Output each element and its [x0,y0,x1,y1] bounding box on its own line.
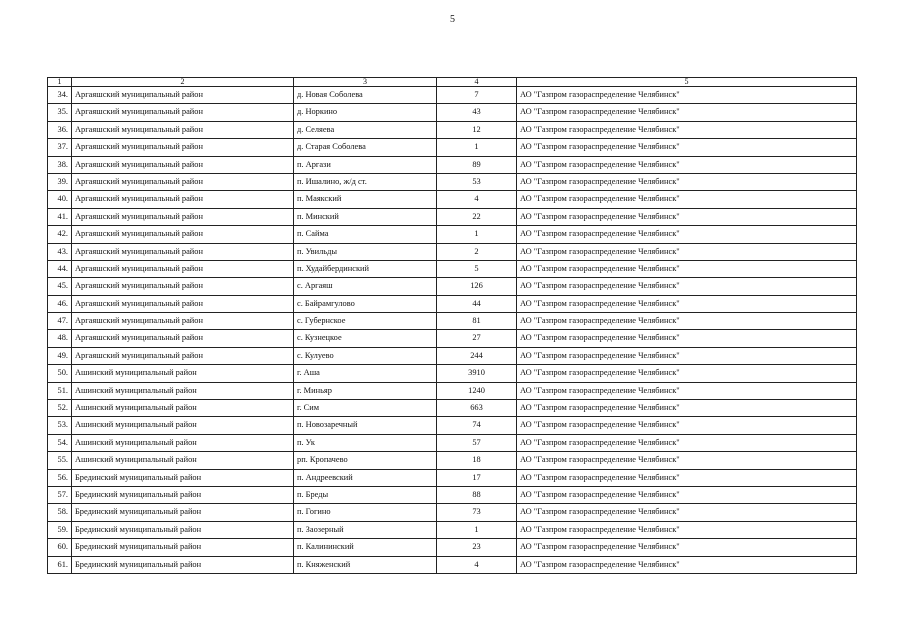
organization-cell: АО "Газпром газораспределение Челябинск" [517,452,857,469]
row-number: 42. [48,226,72,243]
table-row [48,434,857,451]
row-number: 44. [48,260,72,277]
organization-cell: АО "Газпром газораспределение Челябинск" [517,278,857,295]
row-number: 54. [48,434,72,451]
settlement-cell: п. Калининский [294,539,437,556]
settlement-cell: п. Ук [294,434,437,451]
settlement-cell: п. Заозерный [294,521,437,538]
table-row [48,400,857,417]
count-cell: 126 [437,278,517,295]
district-cell: Аргаяшский муниципальный район [72,347,294,364]
row-number: 35. [48,104,72,121]
settlement-cell: п. Ишалино, ж/д ст. [294,173,437,190]
organization-cell: АО "Газпром газораспределение Челябинск" [517,434,857,451]
table-row [48,87,857,104]
table-row [48,243,857,260]
row-number: 51. [48,382,72,399]
table-row [48,539,857,556]
organization-cell: АО "Газпром газораспределение Челябинск" [517,417,857,434]
row-number: 38. [48,156,72,173]
row-number: 60. [48,539,72,556]
settlement-cell: с. Байрамгулово [294,295,437,312]
organization-cell: АО "Газпром газораспределение Челябинск" [517,330,857,347]
settlement-cell: п. Сайма [294,226,437,243]
table-row [48,156,857,173]
district-cell: Ашинский муниципальный район [72,365,294,382]
district-cell: Ашинский муниципальный район [72,452,294,469]
count-cell: 2 [437,243,517,260]
count-cell: 89 [437,156,517,173]
table-row [48,226,857,243]
table-row [48,173,857,190]
row-number: 57. [48,486,72,503]
settlement-cell: п. Андреевский [294,469,437,486]
district-cell: Аргаяшский муниципальный район [72,156,294,173]
row-number: 56. [48,469,72,486]
row-number: 36. [48,121,72,138]
count-cell: 244 [437,347,517,364]
count-cell: 12 [437,121,517,138]
settlement-cell: п. Аргази [294,156,437,173]
table-row [48,208,857,225]
table-row [48,313,857,330]
organization-cell: АО "Газпром газораспределение Челябинск" [517,521,857,538]
count-cell: 23 [437,539,517,556]
district-cell: Брединский муниципальный район [72,486,294,503]
district-cell: Ашинский муниципальный район [72,434,294,451]
district-cell: Брединский муниципальный район [72,504,294,521]
table-row [48,417,857,434]
count-cell: 1 [437,226,517,243]
organization-cell: АО "Газпром газораспределение Челябинск" [517,313,857,330]
count-cell: 73 [437,504,517,521]
district-cell: Аргаяшский муниципальный район [72,330,294,347]
count-cell: 22 [437,208,517,225]
settlement-cell: п. Худайбердинский [294,260,437,277]
district-cell: Ашинский муниципальный район [72,382,294,399]
table-row [48,504,857,521]
table-row [48,191,857,208]
organization-cell: АО "Газпром газораспределение Челябинск" [517,486,857,503]
organization-cell: АО "Газпром газораспределение Челябинск" [517,400,857,417]
column-header-5: 5 [517,78,857,87]
settlement-cell: д. Старая Соболева [294,139,437,156]
row-number: 34. [48,87,72,104]
column-header-1: 1 [48,78,72,87]
row-number: 47. [48,313,72,330]
table-row [48,104,857,121]
district-cell: Аргаяшский муниципальный район [72,208,294,225]
row-number: 43. [48,243,72,260]
settlement-cell: с. Губернское [294,313,437,330]
count-cell: 88 [437,486,517,503]
district-cell: Аргаяшский муниципальный район [72,139,294,156]
district-cell: Ашинский муниципальный район [72,400,294,417]
row-number: 59. [48,521,72,538]
table-row [48,139,857,156]
district-cell: Аргаяшский муниципальный район [72,121,294,138]
table-row [48,295,857,312]
district-cell: Аргаяшский муниципальный район [72,173,294,190]
district-cell: Ашинский муниципальный район [72,417,294,434]
table-row [48,365,857,382]
district-cell: Брединский муниципальный район [72,556,294,573]
count-cell: 1 [437,521,517,538]
settlement-cell: п. Маякский [294,191,437,208]
count-cell: 1 [437,139,517,156]
count-cell: 1240 [437,382,517,399]
row-number: 41. [48,208,72,225]
row-number: 46. [48,295,72,312]
table-header [48,78,857,87]
district-cell: Аргаяшский муниципальный район [72,278,294,295]
organization-cell: АО "Газпром газораспределение Челябинск" [517,504,857,521]
organization-cell: АО "Газпром газораспределение Челябинск" [517,208,857,225]
district-cell: Брединский муниципальный район [72,539,294,556]
organization-cell: АО "Газпром газораспределение Челябинск" [517,260,857,277]
row-number: 37. [48,139,72,156]
table-row [48,260,857,277]
count-cell: 81 [437,313,517,330]
organization-cell: АО "Газпром газораспределение Челябинск" [517,469,857,486]
count-cell: 27 [437,330,517,347]
organization-cell: АО "Газпром газораспределение Челябинск" [517,539,857,556]
district-cell: Аргаяшский муниципальный район [72,87,294,104]
table-body [48,87,857,574]
organization-cell: АО "Газпром газораспределение Челябинск" [517,104,857,121]
count-cell: 57 [437,434,517,451]
table-header-row [48,78,857,87]
organization-cell: АО "Газпром газораспределение Челябинск" [517,556,857,573]
district-cell: Аргаяшский муниципальный район [72,243,294,260]
settlement-cell: п. Княженский [294,556,437,573]
district-cell: Брединский муниципальный район [72,469,294,486]
count-cell: 7 [437,87,517,104]
table-row [48,556,857,573]
organization-cell: АО "Газпром газораспределение Челябинск" [517,226,857,243]
table-row [48,278,857,295]
table-row [48,121,857,138]
organization-cell: АО "Газпром газораспределение Челябинск" [517,173,857,190]
row-number: 61. [48,556,72,573]
count-cell: 18 [437,452,517,469]
count-cell: 3910 [437,365,517,382]
organization-cell: АО "Газпром газораспределение Челябинск" [517,87,857,104]
count-cell: 17 [437,469,517,486]
count-cell: 663 [437,400,517,417]
organization-cell: АО "Газпром газораспределение Челябинск" [517,243,857,260]
row-number: 48. [48,330,72,347]
settlement-cell: г. Сим [294,400,437,417]
count-cell: 4 [437,191,517,208]
settlement-cell: д. Новая Соболева [294,87,437,104]
table-row [48,469,857,486]
settlement-cell: п. Новозаречный [294,417,437,434]
organization-cell: АО "Газпром газораспределение Челябинск" [517,295,857,312]
count-cell: 53 [437,173,517,190]
count-cell: 44 [437,295,517,312]
row-number: 49. [48,347,72,364]
page-number: 5 [450,14,455,25]
organization-cell: АО "Газпром газораспределение Челябинск" [517,365,857,382]
column-header-3: 3 [294,78,437,87]
count-cell: 43 [437,104,517,121]
table-row [48,521,857,538]
settlement-cell: рп. Кропачево [294,452,437,469]
organization-cell: АО "Газпром газораспределение Челябинск" [517,382,857,399]
row-number: 39. [48,173,72,190]
table-row [48,330,857,347]
count-cell: 5 [437,260,517,277]
settlement-cell: г. Миньяр [294,382,437,399]
row-number: 50. [48,365,72,382]
document-table [47,77,857,574]
settlement-cell: с. Аргаяш [294,278,437,295]
organization-cell: АО "Газпром газораспределение Челябинск" [517,156,857,173]
settlement-cell: с. Кузнецкое [294,330,437,347]
column-header-2: 2 [72,78,294,87]
table-row [48,452,857,469]
row-number: 55. [48,452,72,469]
settlement-cell: п. Гогино [294,504,437,521]
row-number: 53. [48,417,72,434]
district-cell: Аргаяшский муниципальный район [72,191,294,208]
table-row [48,347,857,364]
count-cell: 4 [437,556,517,573]
settlement-cell: г. Аша [294,365,437,382]
row-number: 58. [48,504,72,521]
district-cell: Аргаяшский муниципальный район [72,260,294,277]
settlement-cell: с. Кулуево [294,347,437,364]
organization-cell: АО "Газпром газораспределение Челябинск" [517,121,857,138]
district-cell: Аргаяшский муниципальный район [72,226,294,243]
count-cell: 74 [437,417,517,434]
column-header-4: 4 [437,78,517,87]
district-cell: Аргаяшский муниципальный район [72,104,294,121]
settlement-cell: д. Норкино [294,104,437,121]
settlement-cell: д. Селяева [294,121,437,138]
organization-cell: АО "Газпром газораспределение Челябинск" [517,191,857,208]
table-row [48,486,857,503]
row-number: 40. [48,191,72,208]
district-cell: Аргаяшский муниципальный район [72,313,294,330]
organization-cell: АО "Газпром газораспределение Челябинск" [517,139,857,156]
row-number: 45. [48,278,72,295]
settlement-cell: п. Бреды [294,486,437,503]
organization-cell: АО "Газпром газораспределение Челябинск" [517,347,857,364]
table-row [48,382,857,399]
settlement-cell: п. Минский [294,208,437,225]
row-number: 52. [48,400,72,417]
district-cell: Аргаяшский муниципальный район [72,295,294,312]
settlement-cell: п. Увильды [294,243,437,260]
district-cell: Брединский муниципальный район [72,521,294,538]
